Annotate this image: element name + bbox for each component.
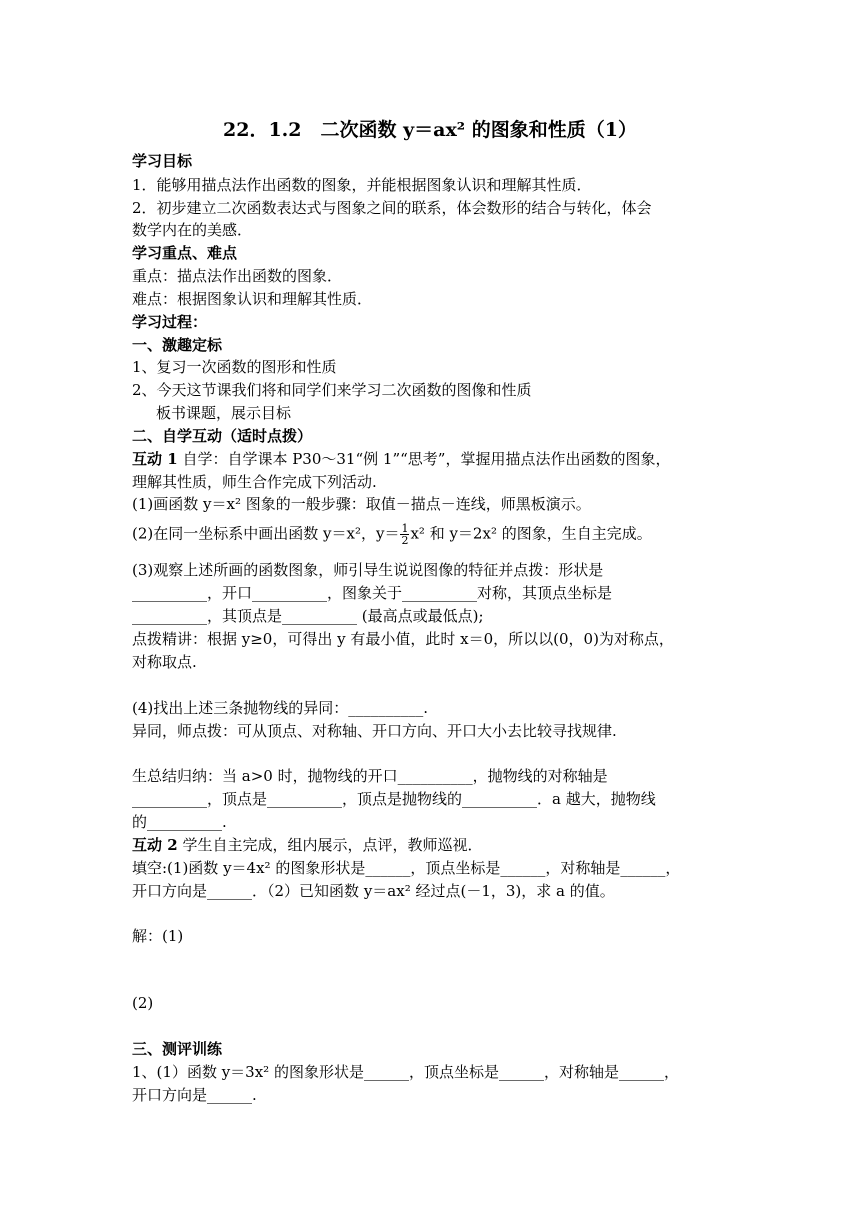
summary-text: 生总结归纳：当 a>0 时，抛物线的开口__________，抛物线的对称轴是	[132, 767, 608, 785]
section-heading-2: 二、自学互动（适时点拨）	[132, 427, 313, 445]
section-heading-1: 一、激趣定标	[132, 336, 223, 354]
section-heading-focus: 学习重点、难点	[132, 244, 238, 262]
objective-1: 1．能够用描点法作出函数的图象，并能根据图象认识和理解其性质．	[132, 176, 592, 194]
activity-2-text-a: (2)在同一坐标系中画出函数 y＝x²，y＝	[132, 524, 400, 543]
activity-4-note: 异同，师点拨：可从顶点、对称轴、开口方向、开口大小去比较寻找规律.	[132, 722, 617, 740]
step-1: 1、复习一次函数的图形和性质	[132, 358, 337, 376]
interaction-1-label: 互动 1	[132, 450, 178, 468]
interaction-1-line	[132, 449, 670, 469]
activity-4: (4)找出上述三条抛物线的异同：__________.	[132, 699, 429, 717]
interaction-1-cont: 理解其性质，师生合作完成下列活动.	[132, 473, 377, 491]
interaction-2-line	[132, 835, 482, 855]
step-2: 2、今天这节课我们将和同学们来学习二次函数的图像和性质	[132, 381, 532, 399]
fraction-denominator: 2	[401, 534, 409, 547]
interaction-1-text: 自学：自学课本 P30～31“例 1”“思考”，掌握用描点法作出函数的图象，	[177, 450, 671, 468]
activity-2-text-b: x² 和 y＝2x² 的图象，生自主完成。	[410, 524, 652, 543]
summary-text-3: 的__________.	[132, 813, 227, 831]
activity-3: (3)观察上述所画的函数图象，师引导生说说图像的特征并点拨：形状是	[132, 561, 604, 579]
activity-3-blanks: __________，开口__________，图象关于__________对称，其顶点坐标是	[132, 584, 613, 602]
fraction-numerator: 1	[401, 522, 409, 535]
objective-2-cont: 数学内在的美感．	[132, 221, 253, 239]
objective-2: 2．初步建立二次函数表达式与图象之间的联系，体会数形的结合与转化，体会	[132, 199, 652, 217]
fraction-one-half	[400, 523, 409, 546]
summary-text-2: __________，顶点是__________，顶点是抛物线的__________．a 越大，抛物线	[132, 790, 656, 808]
difficulty-text: 难点：根据图象认识和理解其性质．	[132, 290, 373, 308]
practice-1: 1、(1）函数 y＝3x² 的图象形状是______，顶点坐标是______，对称轴是______，	[132, 1063, 679, 1081]
guidance-text: 点拨精讲：根据 y≥0，可得出 y 有最小值，此时 x＝0，所以以(0，0)为对称点，	[132, 630, 674, 648]
interaction-2-text: 学生自主完成，组内展示，点评，教师巡视．	[177, 836, 483, 854]
activity-2	[132, 523, 652, 546]
solution-part-1: 解：(1)	[132, 927, 184, 945]
activity-1: (1)画函数 y＝x² 图象的一般步骤：取值－描点－连线，师黑板演示。	[132, 495, 591, 513]
fill-in-question-cont: 开口方向是______．（2）已知函数 y＝ax² 经过点(－1，3)，求 a 的值。	[132, 882, 615, 900]
interaction-2-label: 互动 2	[132, 836, 178, 854]
section-heading-process: 学习过程：	[132, 313, 208, 331]
focus-text: 重点：描点法作出函数的图象．	[132, 267, 343, 285]
guidance-text-cont: 对称取点.	[132, 653, 197, 671]
solution-part-2: (2)	[132, 994, 154, 1012]
section-heading-objectives: 学习目标	[132, 152, 193, 170]
step-2-note: 板书课题，展示目标	[156, 404, 292, 422]
practice-1-cont: 开口方向是______.	[132, 1086, 257, 1104]
fill-in-question: 填空:(1)函数 y＝4x² 的图象形状是______，顶点坐标是______，对称轴是______，	[132, 859, 681, 877]
section-heading-3: 三、测评训练	[132, 1040, 223, 1058]
activity-3-blanks-2: __________，其顶点是__________ (最高点或最低点);	[132, 607, 484, 625]
page-title: 22．1.2 二次函数 y＝ax² 的图象和性质（1）	[223, 119, 637, 141]
